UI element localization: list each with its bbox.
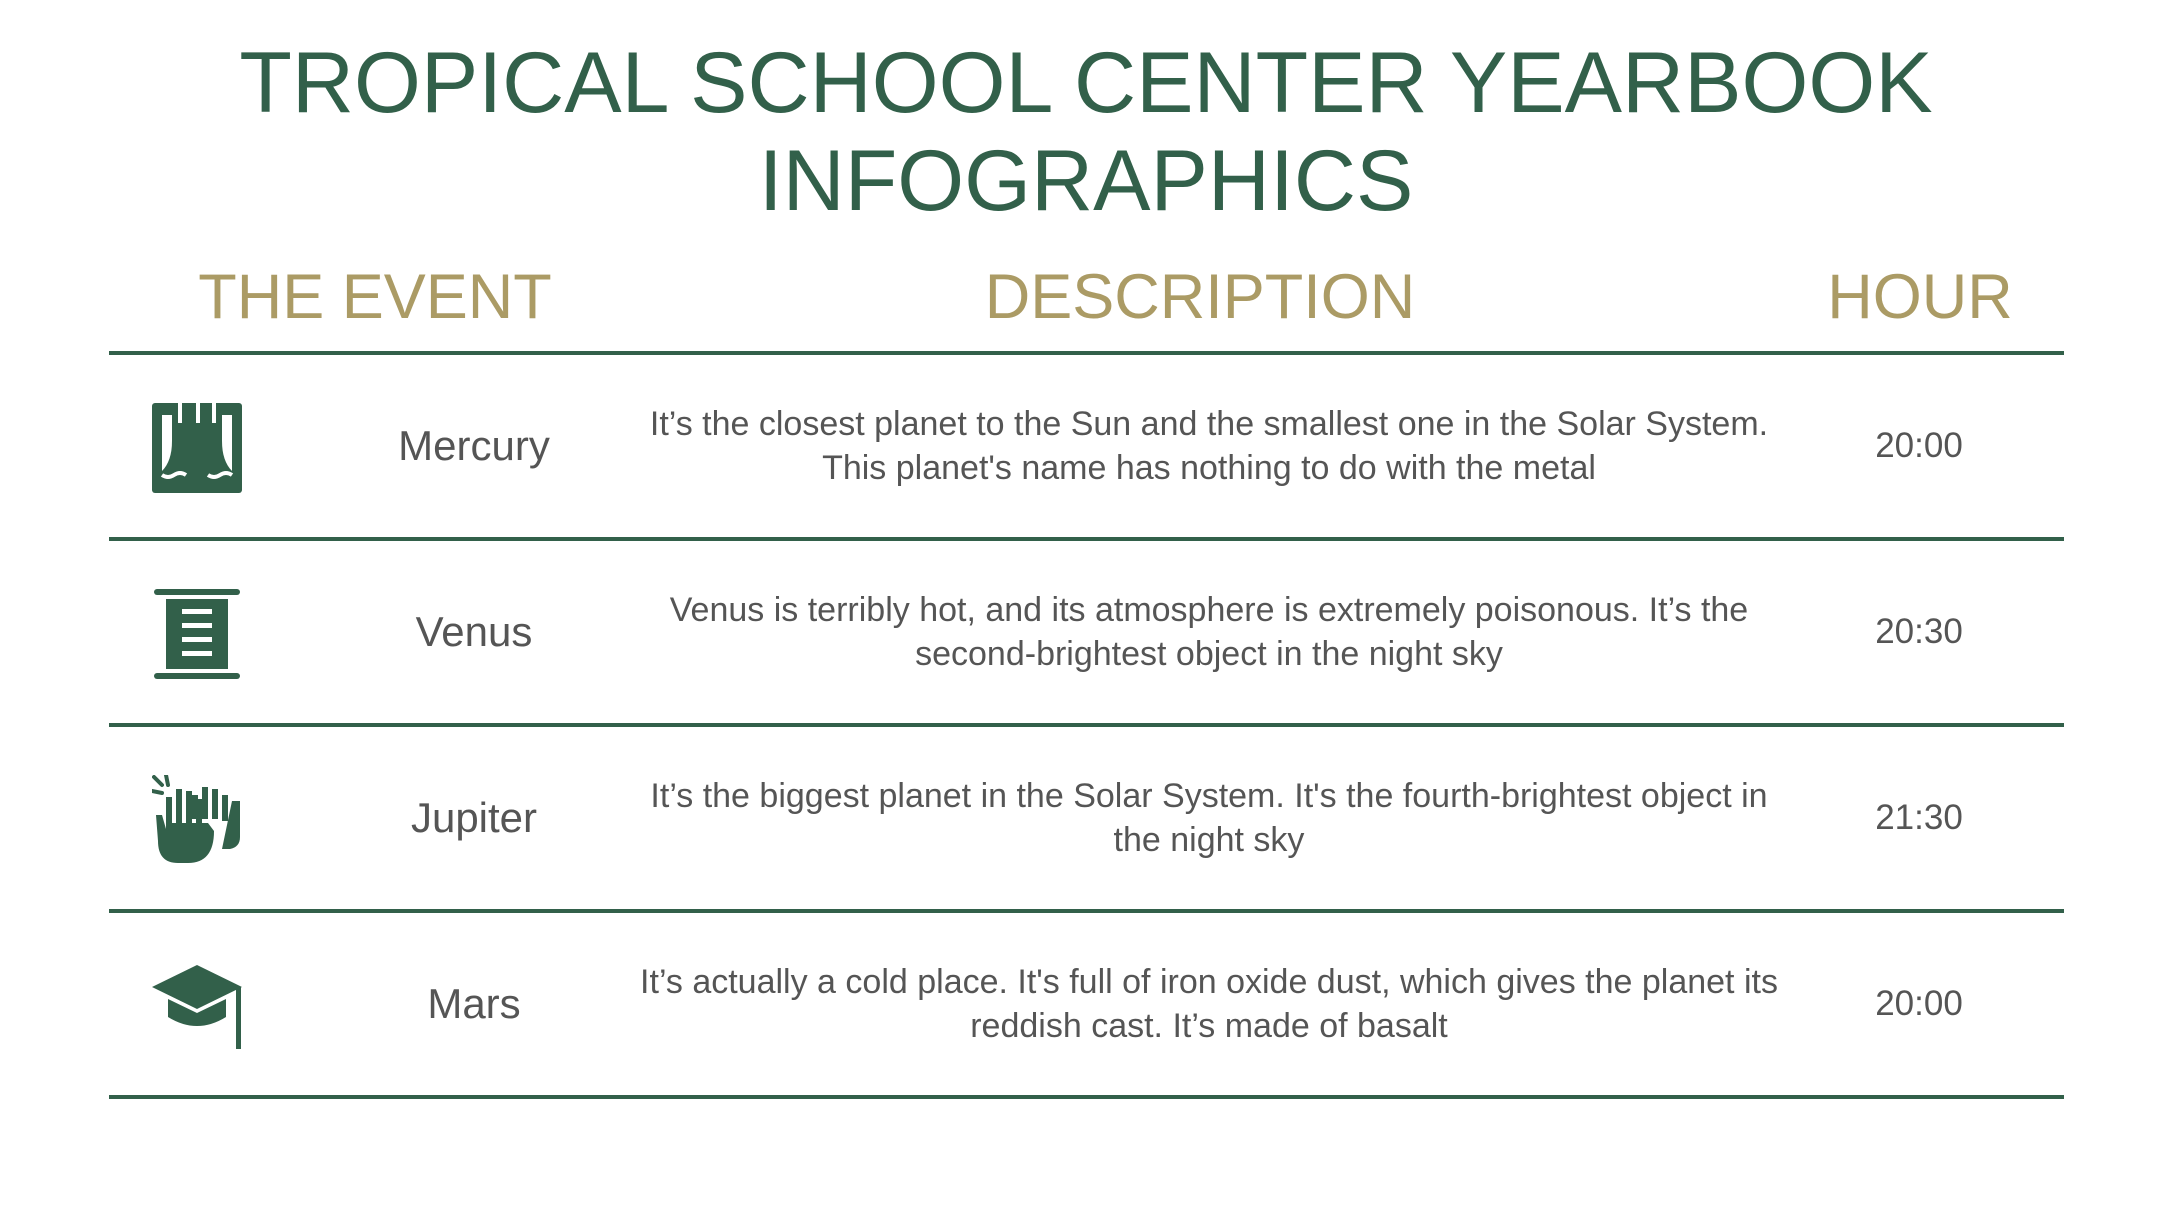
- page-title-line-2: INFOGRAPHICS: [758, 133, 1414, 229]
- event-description: It’s the closest planet to the Sun and the smallest one in the Solar System. This planet's name has nothing to do with the metal: [649, 405, 1769, 487]
- table-row: [109, 355, 2064, 537]
- event-hour: 21:30: [1875, 798, 1963, 837]
- table-row: [109, 913, 2064, 1095]
- event-hour: 20:30: [1875, 612, 1963, 651]
- column-header-description: DESCRIPTION: [984, 262, 1416, 332]
- event-hour: 20:00: [1875, 426, 1963, 465]
- event-hour: 20:00: [1875, 984, 1963, 1023]
- divider-line: [109, 1095, 2064, 1099]
- high-five-icon: [152, 775, 242, 865]
- event-name: Jupiter: [410, 794, 538, 841]
- event-name: Mercury: [398, 422, 550, 469]
- table-row: [109, 727, 2064, 909]
- graduation-cap-icon: [152, 961, 242, 1051]
- page-title-line-1: TROPICAL SCHOOL CENTER YEARBOOK: [239, 35, 1933, 131]
- table-row: [109, 541, 2064, 723]
- theater-curtain-icon: [152, 403, 242, 493]
- event-description: It’s actually a cold place. It's full of iron oxide dust, which gives the planet its reddish cast. It’s made of basalt: [640, 963, 1778, 1045]
- event-description: It’s the biggest planet in the Solar System. It's the fourth-brightest object in the night sky: [650, 777, 1768, 859]
- event-name: Mars: [427, 980, 521, 1027]
- column-header-hour: HOUR: [1827, 262, 2013, 332]
- page-title: [0, 34, 2160, 230]
- event-description: Venus is terribly hot, and its atmosphere is extremely poisonous. It’s the second-brightest object in the night sky: [669, 591, 1749, 673]
- scroll-icon: [152, 589, 242, 679]
- event-name: Venus: [415, 608, 533, 655]
- column-header-event: THE EVENT: [198, 262, 552, 332]
